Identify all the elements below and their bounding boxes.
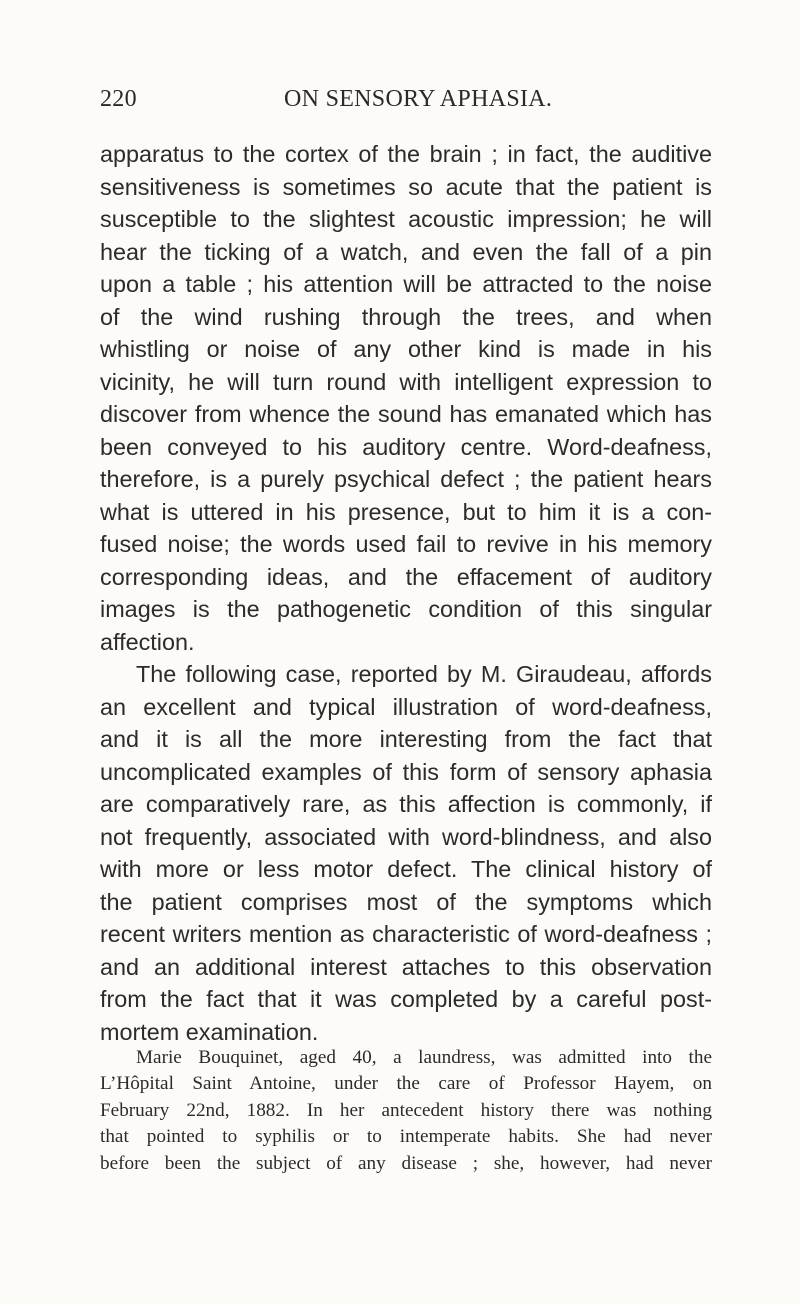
text-line: recent writers mention as characteristic of word-deafness ; [100,921,712,947]
text-line: of the wind rushing through the trees, and when [100,303,712,330]
text-line: apparatus to the cortex of the brain ; in fact, the auditive [100,141,712,167]
text-line: susceptible to the slightest acoustic impression; he will [100,206,712,232]
running-title: ON SENSORY APHASIA. [284,86,553,112]
paragraph-first-line: Marie Bouquinet, aged 40, a laundress, was admitted into the [136,1047,712,1068]
page-number: 220 [100,86,137,112]
text-line: what is uttered in his presence, but to him it is a con- [100,498,712,525]
text-line: sensitiveness is sometimes so acute that the patient is [100,173,712,200]
text-line: discover from whence the sound has emanated which has [100,401,712,427]
text-line: that pointed to syphilis or to intemperate habits. She had never [100,1126,712,1148]
text-line: are comparatively rare, as this affection is commonly, if [100,791,712,817]
text-line: whistling or noise of any other kind is made in his [100,336,712,362]
text-line: corresponding ideas, and the effacement of auditory [100,563,712,590]
paragraph-first-line: The following case, reported by M. Giraudeau, affords [136,661,712,687]
text-line: not frequently, associated with word-blindness, and also [100,823,712,850]
text-line: and it is all the more interesting from the fact that [100,726,712,752]
running-head [100,86,712,120]
text-line: hear the ticking of a watch, and even the fall of a pin [100,238,712,265]
text-line: uncomplicated examples of this form of sensory aphasia [100,758,712,785]
text-line: been conveyed to his auditory centre. Word-deafness, [100,433,712,460]
text-line: before been the subject of any disease ; she, however, had never [100,1152,712,1174]
text-line: therefore, is a purely psychical defect ; the patient hears [100,466,712,492]
case-report-block [100,1045,712,1177]
text-line: with more or less motor defect. The clinical history of [100,856,712,882]
text-line: upon a table ; his attention will be attracted to the noise [100,271,712,297]
text-line: L’Hôpital Saint Antoine, under the care of Professor Hayem, on [100,1073,712,1095]
text-line: images is the pathogenetic condition of this singular [100,596,712,622]
text-line: an excellent and typical illustration of word-deafness, [100,693,712,720]
main-text-block [100,138,712,1048]
text-line: vicinity, he will turn round with intelligent expression to [100,368,712,395]
text-line: and an additional interest attaches to this observation [100,953,712,980]
text-line: the patient comprises most of the symptoms which [100,888,712,915]
text-line: affection. [100,628,195,655]
text-line: mortem examination. [100,1018,319,1045]
text-line: fused noise; the words used fail to revive in his memory [100,531,712,557]
text-line: from the fact that it was completed by a careful post- [100,986,712,1012]
text-line: February 22nd, 1882. In her antecedent history there was nothing [100,1099,712,1121]
